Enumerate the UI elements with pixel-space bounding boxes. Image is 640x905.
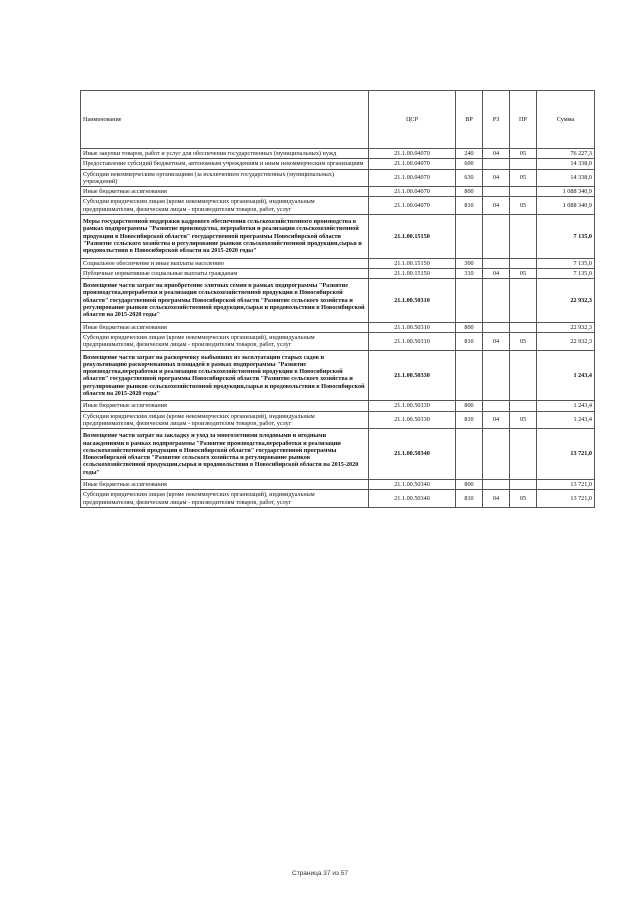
cell-pr: 05 xyxy=(510,169,537,187)
header-pr: ПР xyxy=(510,91,537,149)
cell-rz xyxy=(483,279,510,322)
cell-sum: 13 721,0 xyxy=(537,479,595,489)
cell-rz: 04 xyxy=(483,411,510,429)
cell-rz: 04 xyxy=(483,197,510,215)
cell-pr: 05 xyxy=(510,490,537,508)
cell-rz: 04 xyxy=(483,268,510,278)
cell-rz: 04 xyxy=(483,149,510,159)
table-row xyxy=(81,332,595,350)
cell-csr: 21.1.00.04070 xyxy=(369,169,456,187)
cell-name: Меры государственной поддержки кадрового обеспечения сельскохозяйственного производства в рамках подпрограммы "Развитие производства, переработки и реализации сельскохозяйственной продукции в Новосибирской области" государственной программы Новосибирской области "Развитие сельского хозяйства и регулирование рынков сельскохозяйственной продукции,сырья и продовольствия в Новосибирской области на 2015-2020 годы" xyxy=(81,215,369,258)
cell-name: Публичные нормативные социальные выплаты гражданам xyxy=(81,268,369,278)
cell-vr xyxy=(456,215,483,258)
cell-rz xyxy=(483,401,510,411)
budget-table-sheet xyxy=(80,90,595,508)
cell-csr: 21.1.00.15150 xyxy=(369,258,456,268)
cell-pr xyxy=(510,401,537,411)
cell-rz: 04 xyxy=(483,490,510,508)
cell-vr xyxy=(456,279,483,322)
cell-name: Иные бюджетные ассигнования xyxy=(81,187,369,197)
cell-sum: 1 088 340,9 xyxy=(537,187,595,197)
cell-pr: 05 xyxy=(510,197,537,215)
cell-rz xyxy=(483,187,510,197)
cell-rz xyxy=(483,479,510,489)
cell-csr: 21.1.00.50340 xyxy=(369,479,456,489)
cell-pr xyxy=(510,479,537,489)
cell-csr: 21.1.00.04070 xyxy=(369,187,456,197)
header-csr: ЦСР xyxy=(369,91,456,149)
page-number: Страница 37 из 57 xyxy=(292,870,348,877)
cell-name: Возмещение части затрат на закладку и уход за многолетними плодовыми и ягодными насаждениями в рамках подпрограммы "Развитие производства,переработки и реализации сельскохозяйственной продукции в Новосибирской области" государственной программы Новосибирской области "Развитие сельского хозяйства и регулирование рынков сельскохозяйственной продукции,сырья и продовольствия в Новосибирской области на 2015-2020 годы" xyxy=(81,429,369,480)
cell-csr: 21.1.00.50330 xyxy=(369,401,456,411)
header-sum: Сумма xyxy=(537,91,595,149)
table-header xyxy=(81,91,595,149)
table-row xyxy=(81,401,595,411)
header-rz: РЗ xyxy=(483,91,510,149)
cell-sum: 76 227,3 xyxy=(537,149,595,159)
cell-vr: 600 xyxy=(456,159,483,169)
header-name: Наименование xyxy=(81,91,369,149)
cell-name: Предоставление субсидий бюджетным, автономным учреждениям и иным некоммерческим организациям xyxy=(81,159,369,169)
table-row xyxy=(81,490,595,508)
cell-vr: 800 xyxy=(456,187,483,197)
table-row xyxy=(81,322,595,332)
cell-name: Субсидии некоммерческим организациям (за исключением государственных (муниципальных) учреждений) xyxy=(81,169,369,187)
cell-name: Возмещение части затрат на раскорчевку выбывших из эксплуатации старых садов и рекультивацию раскорчеванных площадей в рамках подпрограммы "Развитие производства,переработки и реализации сельскохозяйственной продукции в Новосибирской области" государственной программы Новосибирской области "Развитие сельского хозяйства и регулирование рынков сельскохозяйственной продукции,сырья и продовольствия в Новосибирской области на 2015-2020 годы" xyxy=(81,350,369,401)
cell-vr: 300 xyxy=(456,258,483,268)
cell-rz xyxy=(483,322,510,332)
cell-vr: 810 xyxy=(456,490,483,508)
cell-name: Социальное обеспечение и иные выплаты населению xyxy=(81,258,369,268)
table-row xyxy=(81,197,595,215)
cell-vr: 810 xyxy=(456,411,483,429)
cell-pr xyxy=(510,215,537,258)
cell-csr: 21.1.00.50340 xyxy=(369,429,456,480)
table-row xyxy=(81,429,595,480)
cell-name: Иные закупки товаров, работ и услуг для обеспечения государственных (муниципальных) нужд xyxy=(81,149,369,159)
cell-sum: 7 135,0 xyxy=(537,268,595,278)
cell-csr: 21.1.00.50310 xyxy=(369,322,456,332)
cell-name: Возмещение части затрат на приобретение элитных семян в рамках подпрограммы "Развитие производства,переработки и реализации сельскохозяйственной продукции в Новосибирской области" государственной программы Новосибирской области "Развитие сельского хозяйства и регулирование рынков сельскохозяйственной продукции,сырья и продовольствия в Новосибирской области на 2015-2020 годы" xyxy=(81,279,369,322)
table-body xyxy=(81,149,595,508)
header-vr: ВР xyxy=(456,91,483,149)
cell-csr: 21.1.00.50340 xyxy=(369,490,456,508)
cell-pr: 05 xyxy=(510,149,537,159)
cell-csr: 21.1.00.50310 xyxy=(369,332,456,350)
cell-csr: 21.1.00.50330 xyxy=(369,350,456,401)
cell-csr: 21.1.00.15150 xyxy=(369,215,456,258)
cell-name: Субсидии юридическим лицам (кроме некоммерческих организаций), индивидуальным предпринимателям, физическим лицам - производителям товаров, работ, услуг xyxy=(81,197,369,215)
cell-name: Субсидии юридическим лицам (кроме некоммерческих организаций), индивидуальным предпринимателям, физическим лицам - производителям товаров, работ, услуг xyxy=(81,411,369,429)
cell-pr xyxy=(510,159,537,169)
cell-rz xyxy=(483,429,510,480)
cell-csr: 21.1.00.15150 xyxy=(369,268,456,278)
cell-sum: 1 243,4 xyxy=(537,411,595,429)
cell-name: Субсидии юридическим лицам (кроме некоммерческих организаций), индивидуальным предпринимателям, физическим лицам - производителям товаров, работ, услуг xyxy=(81,490,369,508)
cell-rz xyxy=(483,159,510,169)
cell-sum: 7 135,0 xyxy=(537,215,595,258)
cell-name: Субсидии юридическим лицам (кроме некоммерческих организаций), индивидуальным предпринимателям, физическим лицам - производителям товаров, работ, услуг xyxy=(81,332,369,350)
cell-vr xyxy=(456,350,483,401)
table-row xyxy=(81,159,595,169)
cell-sum: 14 338,0 xyxy=(537,159,595,169)
cell-sum: 1 243,4 xyxy=(537,401,595,411)
cell-vr xyxy=(456,429,483,480)
cell-pr: 05 xyxy=(510,411,537,429)
cell-sum: 1 243,4 xyxy=(537,350,595,401)
table-row xyxy=(81,187,595,197)
cell-sum: 13 721,0 xyxy=(537,429,595,480)
cell-csr: 21.1.00.50330 xyxy=(369,411,456,429)
cell-pr xyxy=(510,258,537,268)
table-row xyxy=(81,215,595,258)
cell-vr: 810 xyxy=(456,332,483,350)
cell-csr: 21.1.00.50310 xyxy=(369,279,456,322)
table-row xyxy=(81,279,595,322)
cell-rz xyxy=(483,258,510,268)
cell-csr: 21.1.00.04070 xyxy=(369,197,456,215)
cell-sum: 14 338,0 xyxy=(537,169,595,187)
cell-pr xyxy=(510,187,537,197)
cell-name: Иные бюджетные ассигнования xyxy=(81,479,369,489)
cell-sum: 22 932,3 xyxy=(537,322,595,332)
cell-vr: 810 xyxy=(456,197,483,215)
table-row xyxy=(81,479,595,489)
table-row xyxy=(81,149,595,159)
cell-csr: 21.1.00.04070 xyxy=(369,159,456,169)
table-row xyxy=(81,350,595,401)
cell-sum: 1 088 340,9 xyxy=(537,197,595,215)
table-row xyxy=(81,258,595,268)
cell-pr: 05 xyxy=(510,268,537,278)
cell-vr: 800 xyxy=(456,401,483,411)
cell-pr xyxy=(510,429,537,480)
cell-vr: 800 xyxy=(456,479,483,489)
cell-rz: 04 xyxy=(483,332,510,350)
cell-vr: 240 xyxy=(456,149,483,159)
table-row xyxy=(81,268,595,278)
cell-rz: 04 xyxy=(483,169,510,187)
cell-rz xyxy=(483,350,510,401)
cell-pr xyxy=(510,322,537,332)
cell-sum: 7 135,0 xyxy=(537,258,595,268)
cell-rz xyxy=(483,215,510,258)
budget-table xyxy=(80,90,595,508)
cell-vr: 630 xyxy=(456,169,483,187)
cell-vr: 310 xyxy=(456,268,483,278)
cell-sum: 13 721,0 xyxy=(537,490,595,508)
cell-pr: 05 xyxy=(510,332,537,350)
cell-pr xyxy=(510,279,537,322)
cell-name: Иные бюджетные ассигнования xyxy=(81,401,369,411)
table-row xyxy=(81,411,595,429)
table-row xyxy=(81,169,595,187)
cell-name: Иные бюджетные ассигнования xyxy=(81,322,369,332)
cell-vr: 800 xyxy=(456,322,483,332)
cell-pr xyxy=(510,350,537,401)
cell-csr: 21.1.00.04070 xyxy=(369,149,456,159)
cell-sum: 22 932,3 xyxy=(537,332,595,350)
header-row xyxy=(81,91,595,149)
cell-sum: 22 932,3 xyxy=(537,279,595,322)
